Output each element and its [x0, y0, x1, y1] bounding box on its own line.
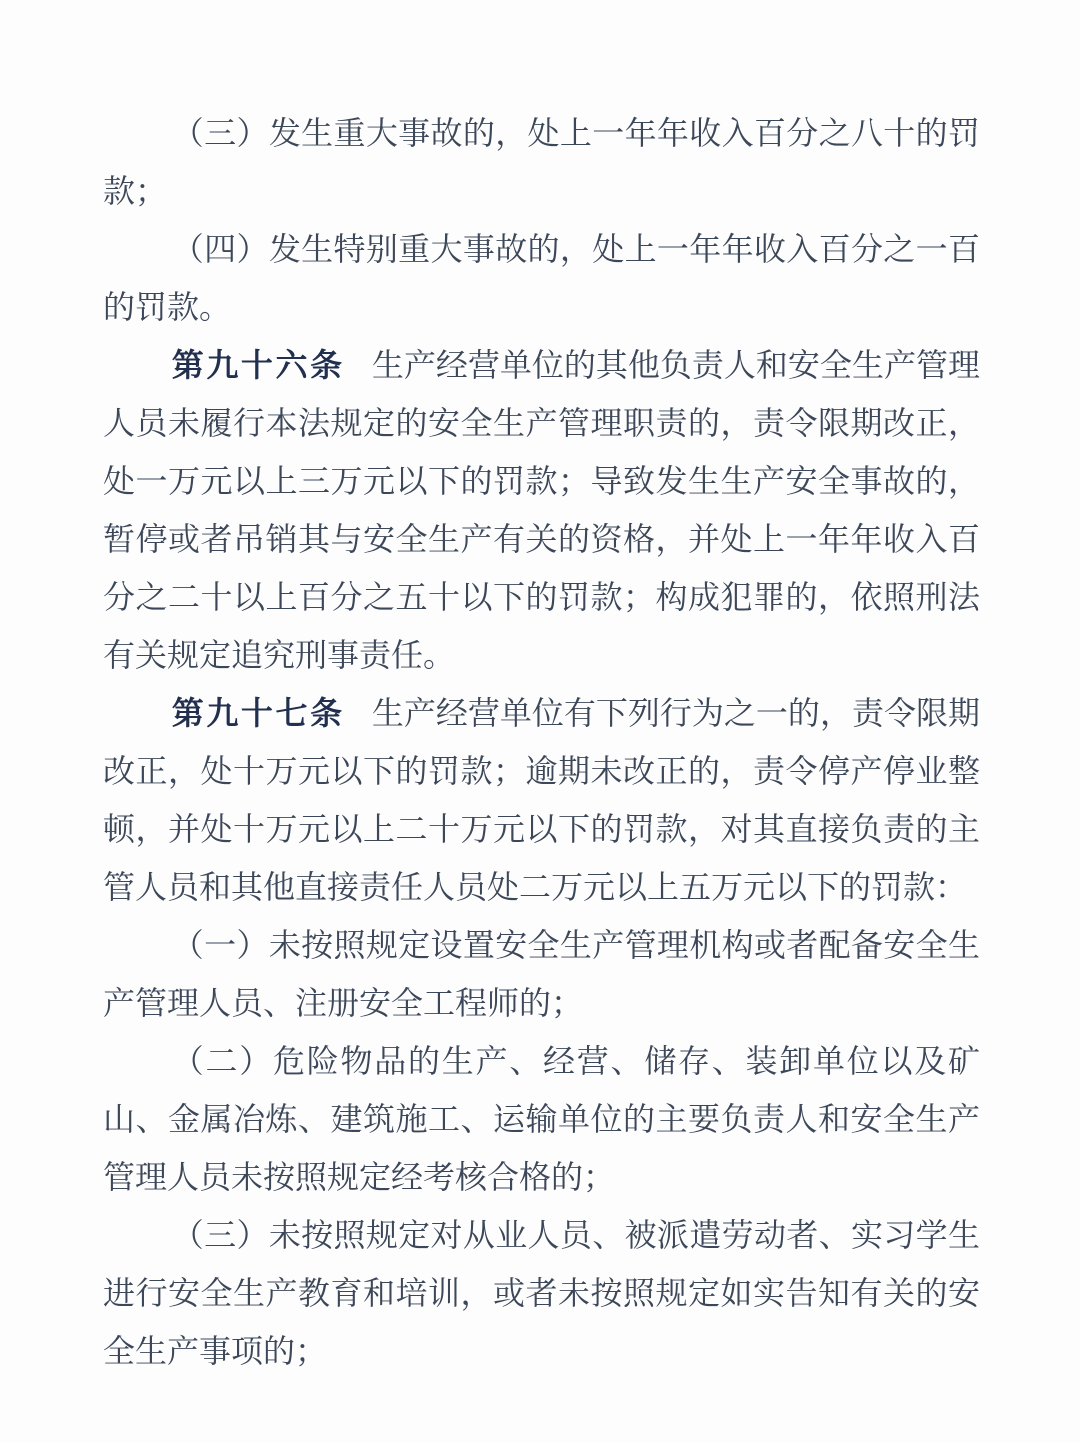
clause-text: （一）未按照规定设置安全生产管理机构或者配备安全生产管理人员、注册安全工程师的；	[103, 927, 980, 1021]
article-97-number: 第九十七条	[171, 695, 345, 731]
article-96-text: 生产经营单位的其他负责人和安全生产管理人员未履行本法规定的安全生产管理职责的，责令限期改正，处一万元以上三万元以下的罚款；导致发生生产安全事故的，暂停或者吊销其与安全生产有关的资格，并处上一年年收入百分之二十以上百分之五十以下的罚款；构成犯罪的，依照刑法有关规定追究刑事责任。	[103, 347, 980, 673]
clause-text: （二）危险物品的生产、经营、储存、装卸单位以及矿山、金属冶炼、建筑施工、运输单位的主要负责人和安全生产管理人员未按照规定经考核合格的；	[103, 1043, 980, 1195]
article-97-paragraph	[103, 684, 980, 916]
clause-text: （四）发生特别重大事故的，处上一年年收入百分之一百的罚款。	[103, 231, 980, 325]
clause-paragraph-4	[103, 220, 980, 336]
clause-text: （三）未按照规定对从业人员、被派遣劳动者、实习学生进行安全生产教育和培训，或者未按照规定如实告知有关的安全生产事项的；	[103, 1217, 980, 1369]
article-97-text: 生产经营单位有下列行为之一的，责令限期改正，处十万元以下的罚款；逾期未改正的，责令停产停业整顿，并处十万元以上二十万元以下的罚款，对其直接负责的主管人员和其他直接责任人员处二万元以上五万元以下的罚款：	[103, 695, 980, 905]
clause-paragraph-2	[103, 1032, 980, 1206]
clause-text: （三）发生重大事故的，处上一年年收入百分之八十的罚款；	[103, 115, 980, 209]
clause-paragraph-3	[103, 104, 980, 220]
article-96-number: 第九十六条	[171, 347, 345, 383]
clause-paragraph-1	[103, 916, 980, 1032]
clause-paragraph-3b	[103, 1206, 980, 1380]
legal-text-block	[103, 104, 980, 1380]
article-96-paragraph	[103, 336, 980, 684]
